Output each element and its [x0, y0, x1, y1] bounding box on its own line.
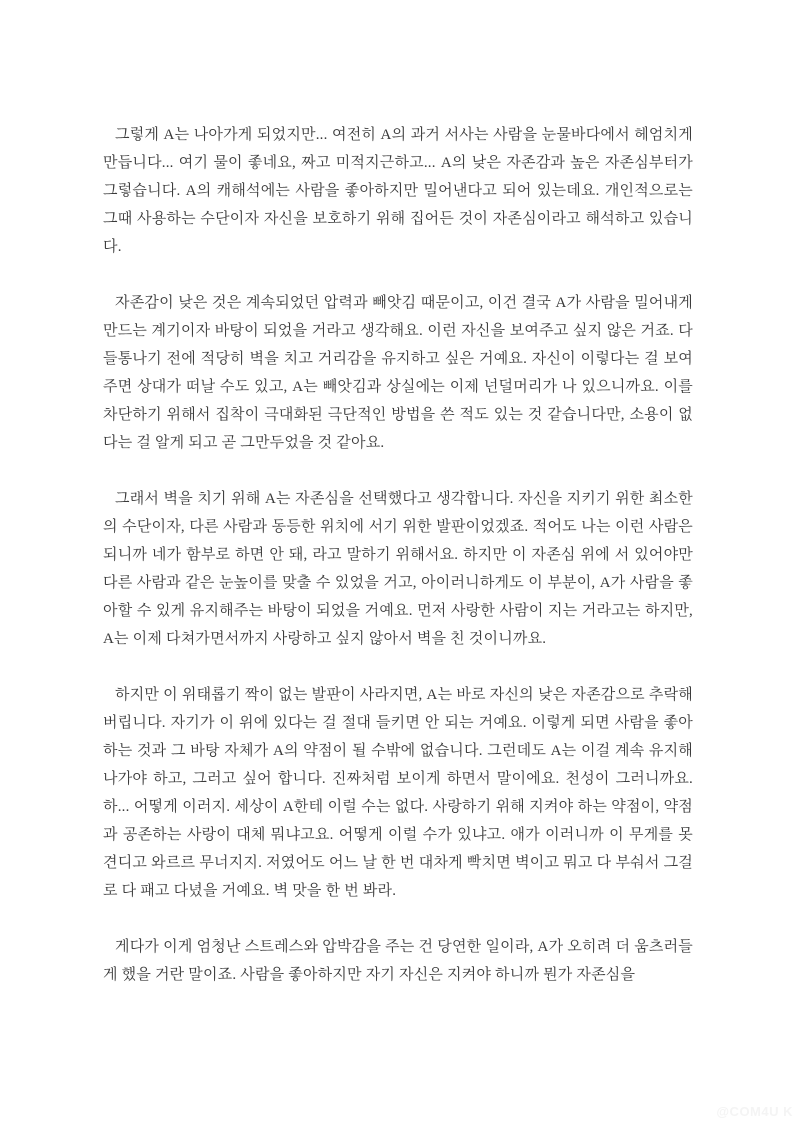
paragraph-3: 그래서 벽을 치기 위해 A는 자존심을 선택했다고 생각합니다. 자신을 지키기 위한 최소한의 수단이자, 다른 사람과 동등한 위치에 서기 위한 발판이었겠죠. 적어도 나는 이런 사람은 되니까 네가 함부로 하면 안 돼, 라고 말하기 위해서요. 하지만 이 자존심 위에 서 있어야만 다른 사람과 같은 눈높이를 맞출 수 있었을 거고, 아이러니하게도 이 부분이, A가 사람을 좋아할 수 있게 유지해주는 바탕이 되었을 거예요. 먼저 사랑한 사람이 지는 거라고는 하지만, A는 이제 다쳐가면서까지 사랑하고 싶지 않아서 벽을 친 것이니까요.: [103, 491, 693, 647]
paragraph-4: 하지만 이 위태롭기 짝이 없는 발판이 사라지면, A는 바로 자신의 낮은 자존감으로 추락해버립니다. 자기가 이 위에 있다는 걸 절대 들키면 안 되는 거예요. 이렇게 되면 사람을 좋아하는 것과 그 바탕 자체가 A의 약점이 될 수밖에 없습니다. 그런데도 A는 이걸 계속 유지해 나가야 하고, 그러고 싶어 합니다. 진짜처럼 보이게 하면서 말이에요. 천성이 그러니까요. 하... 어떻게 이러지. 세상이 A한테 이럴 수는 없다. 사랑하기 위해 지켜야 하는 약점이, 약점과 공존하는 사랑이 대체 뭐냐고요. 어떻게 이럴 수가 있냐고. 애가 이러니까 이 무게를 못 견디고 와르르 무너지지. 저였어도 어느 날 한 번 대차게 빡치면 벽이고 뭐고 다 부숴서 그걸로 다 패고 다녔을 거예요. 벽 맛을 한 번 봐라.: [103, 687, 693, 899]
watermark: @COM4U K: [716, 1104, 793, 1119]
document-body: [103, 121, 693, 1017]
paragraph-1: 그렇게 A는 나아가게 되었지만... 여전히 A의 과거 서사는 사람을 눈물바다에서 헤엄치게 만듭니다... 여기 물이 좋네요, 짜고 미적지근하고... A의 낮은 자존감과 높은 자존심부터가 그렇습니다. A의 캐해석에는 사람을 좋아하지만 밀어낸다고 되어 있는데요. 개인적으로는 그때 사용하는 수단이자 자신을 보호하기 위해 집어든 것이 자존심이라고 해석하고 있습니다.: [103, 127, 693, 255]
paragraph-5: 게다가 이게 엄청난 스트레스와 압박감을 주는 건 당연한 일이라, A가 오히려 더 움츠러들게 했을 거란 말이죠. 사람을 좋아하지만 자기 자신은 지켜야 하니까 뭔가 자존심을: [103, 939, 693, 983]
paragraph-2: 자존감이 낮은 것은 계속되었던 압력과 빼앗김 때문이고, 이건 결국 A가 사람을 밀어내게 만드는 계기이자 바탕이 되었을 거라고 생각해요. 이런 자신을 보여주고 싶지 않은 거죠. 다 들통나기 전에 적당히 벽을 치고 거리감을 유지하고 싶은 거예요. 자신이 이렇다는 걸 보여주면 상대가 떠날 수도 있고, A는 빼앗김과 상실에는 이제 넌덜머리가 나 있으니까요. 이를 차단하기 위해서 집착이 극대화된 극단적인 방법을 쓴 적도 있는 것 같습니다만, 소용이 없다는 걸 알게 되고 곧 그만두었을 것 같아요.: [103, 295, 693, 451]
